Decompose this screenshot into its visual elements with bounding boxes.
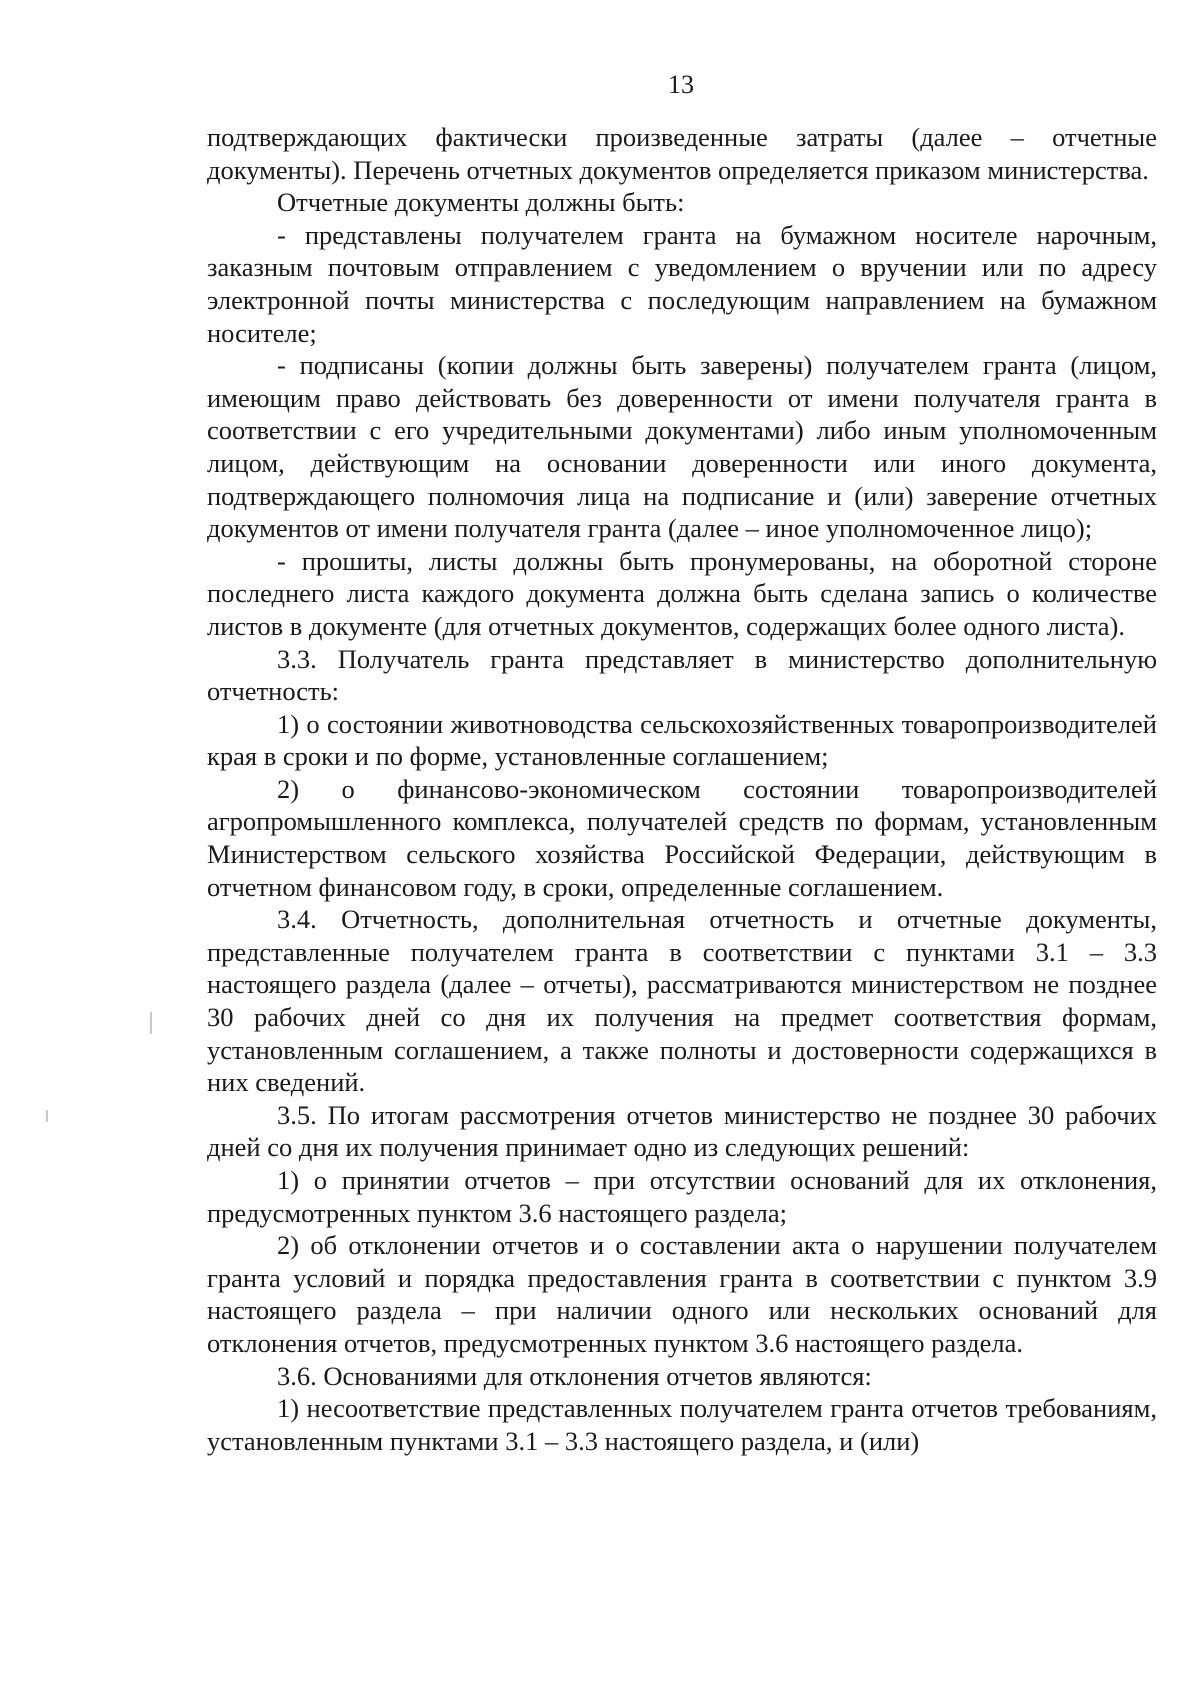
scan-artifact-mark [150,1012,152,1034]
clause-3-5: 3.5. По итогам рассмотрения отчетов министерство не позднее 30 рабочих дней со дня их получения принимает одно из следующих решений: [207,1099,1157,1163]
list-item-stitched: - прошиты, листы должны быть пронумерованы, на оборотной стороне последнего листа каждого документа должна быть сделана запись о количестве листов в документе (для отчетных документов, содержащих более одного листа). [207,545,1157,641]
paragraph-continuation: подтверждающих фактически произведенные затраты (далее – отчетные документы). Перечень отчетных документов определяется приказом министерства. [207,122,1157,185]
clause-3-3-item-2: 2) о финансово-экономическом состоянии товаропроизводителей агропромышленного комплекса, получателей средств по формам, установленным Министерством сельского хозяйства Российской Федерации, действующим в отчетном финансовом году, в сроки, определенные соглашением. [207,773,1157,902]
document-text [207,121,1157,1457]
scan-artifact-mark [46,1110,48,1122]
clause-3-5-item-1: 1) о принятии отчетов – при отсутствии оснований для их отклонения, предусмотренных пунктом 3.6 настоящего раздела; [207,1165,1157,1228]
clause-3-5-item-2: 2) об отклонении отчетов и о составлении акта о нарушении получателем гранта условий и порядка предоставления гранта в соответствии с пунктом 3.9 настоящего раздела – при наличии одного или нескольких оснований для отклонения отчетов, предусмотренных пунктом 3.6 настоящего раздела. [207,1230,1157,1358]
clause-3-3-item-1: 1) о состоянии животноводства сельскохозяйственных товаропроизводителей края в сроки и по форме, установленные соглашением; [207,708,1157,772]
clause-3-6-item-1: 1) несоответствие представленных получателем гранта отчетов требованиям, установленным пунктами 3.1 – 3.3 настоящего раздела, и (или) [207,1393,1157,1456]
clause-3-4: 3.4. Отчетность, дополнительная отчетность и отчетные документы, представленные получателем гранта в соответствии с пунктами 3.1 – 3.3 настоящего раздела (далее – отчеты), рассматриваются министерством не позднее 30 рабочих дней со дня их получения на предмет соответствия формам, установленным соглашением, а также полноты и достоверности содержащихся в них сведений. [207,904,1157,1098]
list-item-submitted: - представлены получателем гранта на бумажном носителе нарочным, заказным почтовым отправлением с уведомлением о вручении или по адресу электронной почты министерства с последующим направлением на бумажном носителе; [207,219,1157,348]
clause-3-6: 3.6. Основаниями для отклонения отчетов являются: [277,1360,872,1391]
clause-3-3: 3.3. Получатель гранта представляет в министерство дополнительную отчетность: [207,643,1157,707]
list-item-signed: - подписаны (копии должны быть заверены) получателем гранта (лицом, имеющим право действовать без доверенности от имени получателя гранта в соответствии с его учредительными документами) либо иным уполномоченным лицом, действующим на основании доверенности или иного документа, подтверждающего полномочия лица на подписание и (или) заверение отчетных документов от имени получателя гранта (далее – иное уполномоченное лицо); [207,350,1157,544]
paragraph-report-requirements-intro: Отчетные документы должны быть: [277,187,685,218]
page-number: 13 [668,70,694,99]
